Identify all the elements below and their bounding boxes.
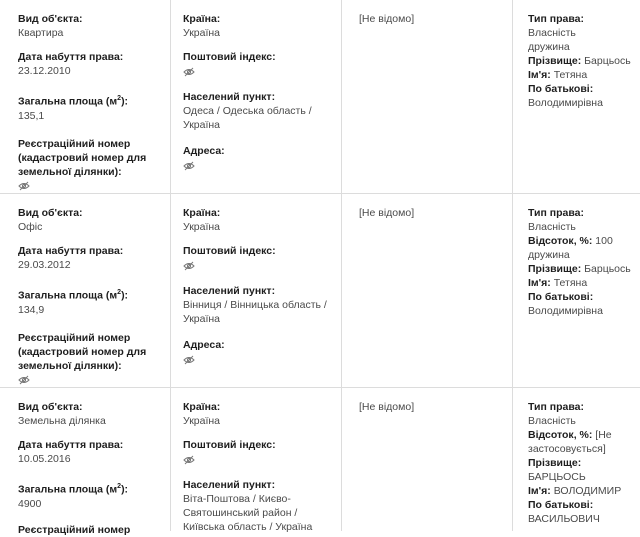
value-cell — [342, 0, 513, 193]
unknown-value: [Не відомо] — [359, 13, 415, 25]
object-type-value: Земельна ділянка — [18, 415, 106, 427]
registration-number-label: Реєстраційний номер — [18, 523, 131, 536]
patronymic-label: По батькові: — [528, 83, 594, 95]
surname-label: Прізвище: — [528, 263, 582, 275]
country-label: Країна: — [183, 401, 221, 413]
surname-value: Барцьось — [584, 55, 631, 67]
patronymic-value: Володимирівна — [528, 305, 603, 317]
value-cell — [342, 388, 513, 531]
acquired-date-value: 23.12.2010 — [18, 65, 71, 77]
country-value: Україна — [183, 415, 221, 427]
hidden-eye-icon — [183, 67, 195, 77]
area-label: Загальна площа $(м^2)$: — [18, 95, 129, 108]
table-row — [0, 194, 640, 388]
patronymic-label: По батькові: — [528, 499, 594, 511]
object-info-cell — [0, 194, 171, 387]
hidden-eye-icon — [183, 455, 195, 465]
table-row — [0, 0, 640, 194]
area-value: 135,1 — [18, 109, 45, 122]
postal-code-label: Поштовий індекс: — [183, 439, 276, 451]
table-row — [0, 388, 640, 536]
object-type-value: Квартира — [18, 27, 64, 39]
area-value: 134,9 — [18, 303, 45, 316]
hidden-eye-icon — [183, 161, 195, 171]
area-label: Загальна площа $(м^2)$: — [18, 483, 129, 496]
settlement-value: Одеса / Одеська область / Україна — [183, 105, 312, 131]
name-value: Тетяна — [553, 277, 588, 289]
patronymic-value: Володимирівна — [528, 97, 603, 109]
rights-cell — [513, 194, 640, 387]
unknown-value: [Не відомо] — [359, 401, 415, 413]
settlement-value: Віта-Поштова / Києво-Святошинський район / Київська область / Україна — [183, 493, 313, 533]
share-label: Відсоток, %: — [528, 235, 593, 247]
right-type-value: Власність дружина — [528, 27, 576, 53]
right-type-value: Власність — [528, 221, 576, 233]
settlement-label: Населений пункт: — [183, 285, 276, 297]
patronymic-value: ВАСИЛЬОВИЧ — [528, 513, 600, 525]
acquired-date-value: 29.03.2012 — [18, 259, 71, 271]
hidden-eye-icon — [183, 261, 195, 271]
area-value: 4900 — [18, 497, 42, 510]
name-label: Ім'я: — [528, 69, 551, 81]
right-type-label: Тип права: — [528, 401, 584, 413]
country-label: Країна: — [183, 207, 221, 219]
settlement-label: Населений пункт: — [183, 91, 276, 103]
object-type-label: Вид об'єкта: — [18, 207, 83, 219]
rights-cell — [513, 0, 640, 193]
share-label: Відсоток, %: — [528, 429, 593, 441]
registration-number-label: Реєстраційний номер (кадастровий номер для земельної ділянки): — [18, 331, 147, 372]
acquired-date-label: Дата набуття права: — [18, 245, 124, 257]
postal-code-label: Поштовий індекс: — [183, 245, 276, 257]
address-label: Адреса: — [183, 339, 225, 351]
value-cell — [342, 194, 513, 387]
name-value: ВОЛОДИМИР — [553, 485, 622, 497]
country-label: Країна: — [183, 13, 221, 25]
patronymic-label: По батькові: — [528, 291, 594, 303]
name-label: Ім'я: — [528, 485, 551, 497]
location-cell — [171, 194, 342, 387]
hidden-eye-icon — [183, 355, 195, 365]
country-value: Україна — [183, 221, 221, 233]
right-type-label: Тип права: — [528, 13, 584, 25]
country-value: Україна — [183, 27, 221, 39]
rights-cell — [513, 388, 640, 531]
acquired-date-label: Дата набуття права: — [18, 439, 124, 451]
right-type-value: Власність — [528, 415, 576, 427]
postal-code-label: Поштовий індекс: — [183, 51, 276, 63]
acquired-date-value: 10.05.2016 — [18, 453, 71, 465]
name-value: Тетяна — [553, 69, 588, 81]
acquired-date-label: Дата набуття права: — [18, 51, 124, 63]
location-cell — [171, 0, 342, 193]
object-info-cell — [0, 0, 171, 193]
location-cell — [171, 388, 342, 531]
settlement-value: Вінниця / Вінницька область / Україна — [183, 299, 327, 325]
registration-number-label: Реєстраційний номер (кадастровий номер для земельної ділянки): — [18, 137, 147, 178]
unknown-value: [Не відомо] — [359, 207, 415, 219]
surname-label: Прізвище: — [528, 55, 582, 67]
hidden-eye-icon — [18, 375, 30, 385]
object-type-label: Вид об'єкта: — [18, 13, 83, 25]
settlement-label: Населений пункт: — [183, 479, 276, 491]
object-info-cell — [0, 388, 171, 536]
share-value: 100 дружина — [528, 235, 613, 261]
address-label: Адреса: — [183, 145, 225, 157]
surname-label: Прізвище: — [528, 457, 582, 469]
area-label: Загальна площа $(м^2)$: — [18, 289, 129, 302]
name-label: Ім'я: — [528, 277, 551, 289]
surname-value: Барцьось — [584, 263, 631, 275]
hidden-eye-icon — [18, 181, 30, 191]
right-type-label: Тип права: — [528, 207, 584, 219]
surname-value: БАРЦЬОСЬ — [528, 471, 586, 483]
object-type-value: Офіс — [18, 221, 43, 233]
share-value: [Не застосовується] — [528, 429, 612, 455]
object-type-label: Вид об'єкта: — [18, 401, 83, 413]
